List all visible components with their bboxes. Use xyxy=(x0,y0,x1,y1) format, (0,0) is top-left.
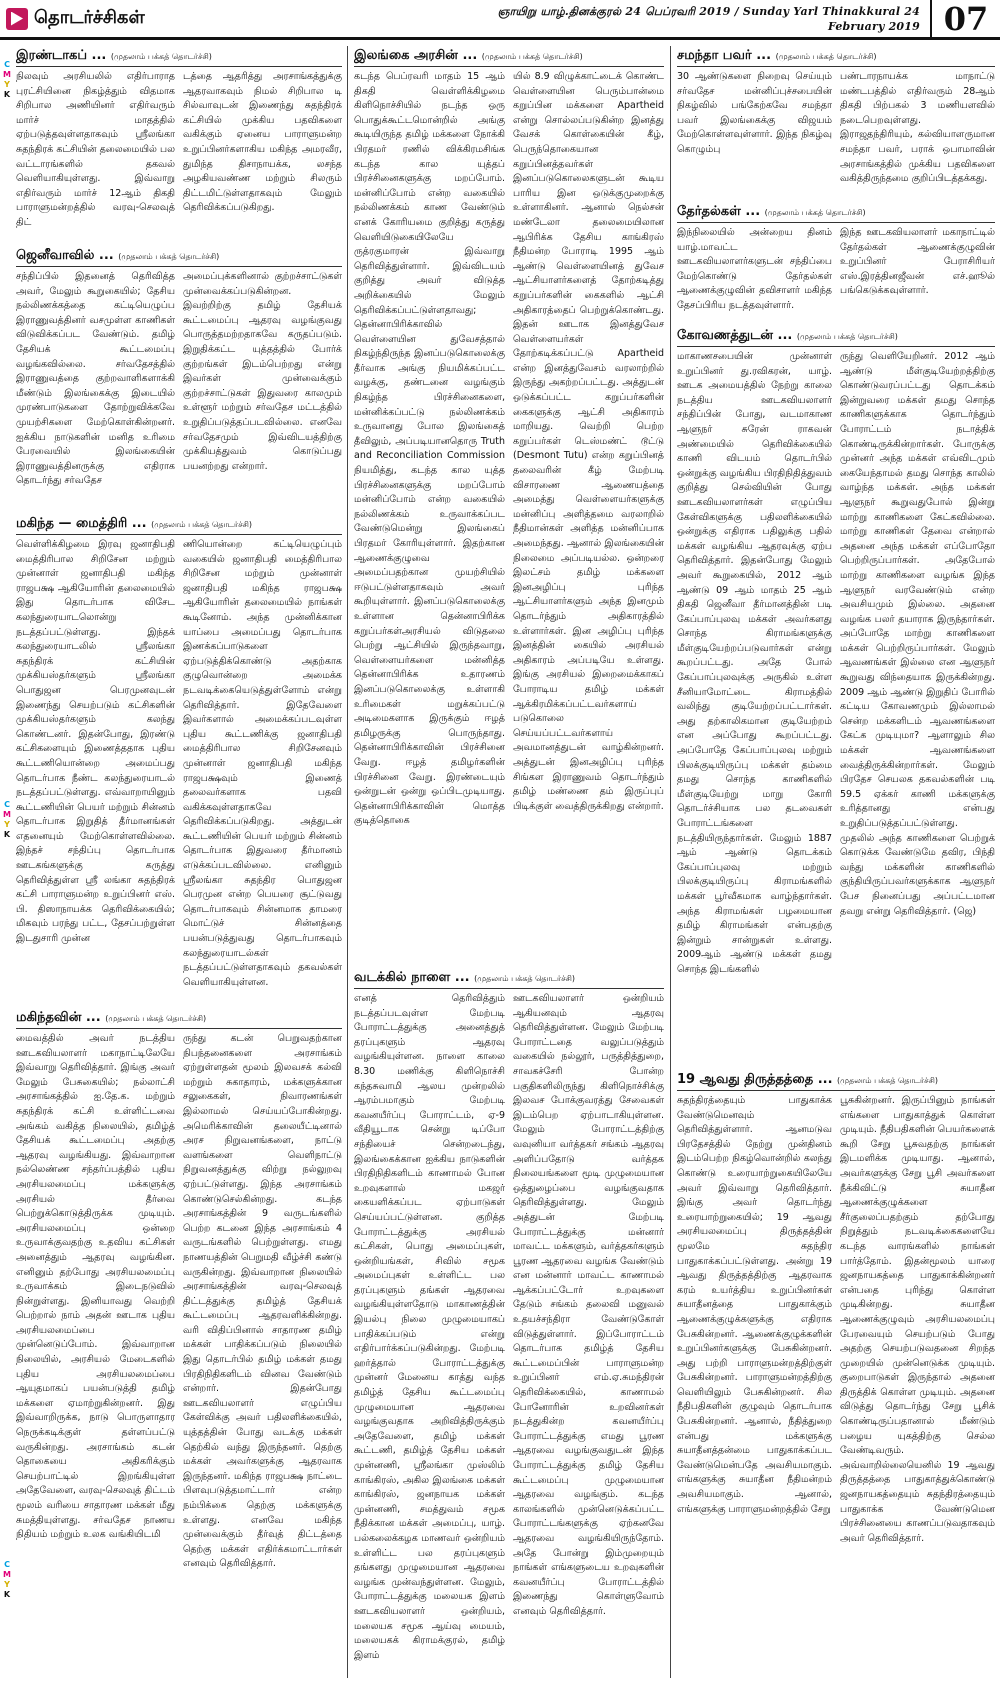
cmyk-y: Y xyxy=(4,1580,10,1589)
cmyk-y: Y xyxy=(4,820,10,829)
article-geneva xyxy=(16,248,342,506)
article-text-col-2: அமைப்புக்களினால் குற்றச்சாட்டுகள் முன்வைக்கப்படுகின்றன. இவற்றிற்கு தமிழ் தேசியக் கூட்டமைப்பு ஆதரவு வழங்குவது பொருத்தமற்றதாகவே கருதப்படும். இறுதிக்கட்ட யுத்தத்தில் போர்க் குற்றங்கள் இடம்பெற்றது என்று இவர்கள் முன்வைக்கும் குற்றச்சாட்டுகள் இதுவரை காலமும் உள்ளூர் மற்றும் சர்வதேச மட்டத்தில் உறுதிப்படுத்தப்படவில்லை. எனவே சர்வதேசமும் இவ்விடயத்திற்கு முக்கியத்துவம் கொடுப்பது பயனற்றது என்றார். xyxy=(183,271,342,472)
article-headline: சமந்தா பவர் ... (முதலாம் பக்கத் தொடர்ச்சி) xyxy=(677,48,995,67)
article-text-col-2: பண்டாரநாயக்க மாநாட்டு மண்டபத்தில் எதிர்வரும் 28ஆம் திகதி பிற்பகல் 3 மணியளவில் நடைபெறவுள்ளது. இராஜதந்திரியும், கல்வியாளருமான சமந்தா பவர், பராக் ஒபாமாவின் அரசாங்கத்தில் முக்கிய பதவிகளை வகித்திருந்தமை குறிப்பிடத்தக்கது. xyxy=(840,71,995,185)
article-headline: மகிந்த — மைத்திரி ... (முதலாம் பக்கத் தொடர்ச்சி) xyxy=(16,516,342,535)
article-therthalkal xyxy=(677,204,995,320)
article-text-col-2: ருந்து வெளியேறினர். 2012 ஆம் ஆண்டு மீள்குடியேற்றத்திற்கு கொண்டுவரப்பட்டது தொடக்கம் இன்றுவரை மக்கள் தமது சொந்த காணிகளுக்காக தொடர்ந்தும் போராட்டம் நடாத்திக் கொண்டிருக்கின்றார்கள். போருக்கு முன்னர் அந்த மக்கள் எவ்விடமும் கையேந்தாமல் தமது சொந்த காலில் வாழ்ந்த மக்கள். அந்த மக்கள் ஆளுநர் கூறுவதுபோல் இன்று மாற்று காணிகளை கேட்கவில்லை. மாற்று காணிகள் தேவை என்றால் அதனை அந்த மக்கள் எப்போதோ பெற்றிருப்பார்கள். அதேபோல் மாற்று காணிகளை வழங்க இந்த ஆளுநர் வரவேண்டும் என்ற அவசியமும் இல்லை. அதனை வழங்க பலர் தயாராக இருந்தார்கள். அப்போதே மாற்று காணிகளை மக்கள் பெற்றிருப்பார்கள். மேலும் ஆவணங்கள் இல்லை என ஆளுநர் கூறுவது விந்தையாக இருக்கின்றது. 2009 ஆம் ஆண்டு இறுதிப் போரில் கட்டிய கோவணமும் இல்லாமல் சென்ற மக்களிடம் ஆவணங்களை கேட்க முடியுமா? ஆளாலும் சில மக்கள் ஆவணங்களை வைத்திருக்கின்றார்கள். மேலும் பிரதேச செயலக தகவல்களின் படி 59.5 ஏக்கர் காணி மக்களுக்கு உரித்தானது என்பது உறுதிப்படுத்தப்பட்டுள்ளது. முதலில் அந்த காணிகளை பெற்றுக் கொடுக்க வேண்டுமே தவிர, பிந்தி வந்து மக்களின் காணிகளில் குந்தியிருப்பவர்களுக்காக ஆளுநர் பேச நினைப்பது அப்பட்டமான தவறு என்று தெரிவித்தார். (ஜெ) xyxy=(840,351,995,917)
cmyk-m: M xyxy=(3,1570,11,1579)
article-headline: 19 ஆவது திருத்தத்தை ... (முதலாம் பக்கத் தொடர்ச்சி) xyxy=(677,1072,995,1091)
newspaper-logo-icon xyxy=(6,8,28,30)
color-registration-bar xyxy=(2,1560,12,1600)
article-headline: இலங்கை அரசின் ... (முதலாம் பக்கத் தொடர்ச்சி) xyxy=(354,48,664,67)
masthead xyxy=(0,0,1000,40)
date-line: ஞாயிறு யாழ்.தினக்குரல் 24 பெப்ரவரி 2019 / Sunday Yarl Thinakkural 24 February 2019 xyxy=(497,4,920,33)
article-headline: தேர்தல்கள் ... (முதலாம் பக்கத் தொடர்ச்சி) xyxy=(677,204,995,223)
article-text-col-1: மைவத்தில் அவர் நடத்திய ஊடகவியலாளர் மகாநாட்டிலேயே இவ்வாறு தெரிவித்தார். இங்கு அவர் மேலும் பேசுகையில்; நல்லாட்சி அரசாங்கத்தில் ஐ.தே.க. மற்றும் சுதந்திரக் கட்சி உள்ளிட்டவை அங்கம் வகித்த நிலையில், தமிழ்த் தேசியக் கூட்டமைப்பு அதற்கு ஆதரவு வழங்கியது. இவ்வாறான நல்லெண்ண சந்தர்ப்பத்தில் புதிய அரசியலமைப்பு மக்களுக்கு அரசியல் தீர்வை பெற்றுக்கொடுத்திருக்க முடியும். அரசியலமைப்பு ஒன்றை உருவாக்குவதற்கு உதவிய கட்சிகள் அனைத்தும் ஆதரவு வழங்கின. எனினும் தற்போது அரசியலமைப்பு உருவாக்கம் இடைநடுவில் நின்றுள்ளது. இனியாவது வெற்றி பெற்றால் நாம் அதன் ஊடாக புதிய அரசியலமைப்பை முன்னெடுப்போம். இவ்வாறான நிலையில், அரசியல் மேடைகளில் புதிய அரசியலமைப்பை ஆயுதமாகப் பயன்படுத்தி தமிழ் மக்களை ஏமாற்றுகின்றனர். இது இவ்வாறிருக்க, நாடு பொருளாதார நெருக்கடிக்குள் தள்ளப்பட்டு வருகின்றது. அரசாங்கம் கடன் தொகையை அதிகரிக்கும் செயற்பாட்டில் இறங்கியுள்ள அதேவேளை, வரவு-செலவுத் திட்டம் மூலம் வரியை சாதாரண மக்கள் மீது சுமத்தியுள்ளது. சர்வதேச நாணய நிதியம் மற்றும் உலக வங்கியிடமி xyxy=(16,1033,175,1541)
article-text-col-2: பூசுகின்றனர். இருப்பினும் நாங்கள் எங்களை பாதுகாத்துக் கொள்ள முடியும். நீதிபதிகளின் பெயர்களைக் கூறி சேறு பூசுவதற்கு நாங்கள் இடமளிக்க முடியாது. ஆனால், அவர்களுக்கு சேறு பூசி அவர்களை நீக்கிவிட்டு சுயாதீன ஆணைக்குழுக்களை சீர்குலைப்பதற்கும் தற்போது நிறுத்தும் நடவடிக்கைகளையே கடந்த வாரங்களில் நாங்கள் பார்த்தோம். இதன்மூலம் யாரை ஜனநாயகத்தை பாதுகாக்கின்றனர் என்பதை புரிந்து கொள்ள முடிகின்றது. சுயாதீன ஆணைக்குழுவும் அரசியலமைப்பு பேரவையும் செயற்படும் போது அதற்கு செயற்படுவதனை சிறந்த முறையில் முன்னெடுக்க முடியும். குறைபாடுகள் இருந்தால் அதனை திருத்திக் கொள்ள முடியும். அதனை விடுத்து தொடர்ந்து சேறு பூசிக் கொண்டிருப்பதானால் மீண்டும் பழைய யுகத்திற்கு செல்ல வேண்டிவரும். அவ்வாறில்லையெனில் 19 ஆவது திருத்தத்தை பாதுகாத்துக்கொண்டு ஜனநாயகத்தையும் சுதந்திரத்தையும் பாதுகாக்க வேண்டுமென பிரச்சினையை காணப்படுவதாகவும் அவர் தெரிவித்தார். xyxy=(840,1095,995,1544)
article-ilankai-arasin xyxy=(354,48,664,960)
article-text-col-1: கடந்த பெப்ரவரி மாதம் 15 ஆம் திகதி வெள்ளிக்கிழமை கிளிநொச்சியில் நடந்த ஒரு பொதுக்கூட்டமொன்றில் அங்கு கூடியிருந்த தமிழ் மக்களை நோக்கி பிரதமர் ரணில் விக்கிரமசிங்க கடந்த கால யுத்தப் பிரச்சினைகளுக்கு மறப்போம். மன்னிப்போம் என்ற வகையில் நல்லிணக்கம் காண வேண்டும் எனக் கோரியமை குறித்து கருத்து வெளியிடுகையிலேயே ருத்ரகுமாரன் இவ்வாறு தெரிவித்துள்ளார். இவ்விடயம் குறித்து அவர் விடுத்த அறிக்கையில் மேலும் தெரிவிக்கப்பட்டுள்ளதாவது; தென்னாபிரிக்காவில் வெள்ளையின துவேசத்தால் நிகழ்ந்திருந்த இனப்படுகொலைக்கு தீர்வாக அங்கு நியமிக்கப்பட்ட வழக்கு, தண்டனை வழங்கும் நிகழ்ந்த பிரச்சினைகளை, மன்னிக்கப்பட்டு நல்லிணக்கம் உருவானது போல இலங்கைத் தீவிலும், அப்படியானதொரு Truth and Reconciliation Commission நியமித்து, கடந்த கால யுத்த பிரச்சினைகளுக்கு மறப்போம் மன்னிப்போம் என்ற வகையில் நல்லிணக்கம் உருவாக்கப்பட வேண்டுமென்று இலங்கைப் பிரதமர் கோரியுள்ளார். இதற்கான ஆணைக்குழுவை அமைப்பதற்கான முயற்சியில் ஈடுபட்டுள்ளதாகவும் அவர் கூறியுள்ளார். இனப்படுகொலைக்கு உள்ளான தென்னாபிரிக்க கறுப்பர்கள்அரசியல் விடுதலை பெற்று ஆட்சியில் இருந்தவாறு, வெள்ளையர்களை மன்னித்த தென்னாபிரிக்க உதாரணம் இனப்படுகொலைக்கு உள்ளாகி உரிமைகள் மறுக்கப்பட்டு அடிமைகளாக இருக்கும் ஈழத் தமிழருக்கு பொருந்தாது. தென்னாபிரிக்காவின் பிரச்சினை வேறு. ஈழத் தமிழர்களின் பிரச்சினை வேறு. இரண்டையும் ஒன்றுடன் ஒன்று ஒப்பிடமுடியாது. தென்னாபிரிக்காவின் மொத்த குடித்தொகை xyxy=(354,71,505,827)
article-mahinda-maithri xyxy=(16,516,342,1000)
article-samantha-power xyxy=(677,48,995,196)
article-text-col-1: 30 ஆண்டுகளை நிறைவு செய்யும் சர்வதேச மன்னிப்புச்சபையின் நிகழ்வில் பங்கேற்கவே சமந்தா பவர் இலங்கைக்கு விஜயம் மேற்கொள்ளவுள்ளார். இந்த நிகழ்வு கொழும்பு xyxy=(677,71,832,155)
cmyk-k: K xyxy=(3,830,11,839)
cmyk-k: K xyxy=(3,1590,11,1599)
article-text-col-1: வெள்ளிக்கிழமை இரவு ஜனாதிபதி மைத்திரிபால சிறிசேன மற்றும் முன்னாள் ஜனாதிபதி மகிந்த ராஜபக்ஷ ஆகியோரின் தலைமையில் இது தொடர்பாக விசேட கலந்துரையாடலொன்று நடத்தப்பட்டுள்ளது. இந்தக் கலந்துரையாடலில் ஸ்ரீலங்கா சுதந்திரக் கட்சியின் முக்கியஸ்தர்களும் ஸ்ரீலங்கா பொதுஜன பெரமுனவுடன் இணைந்து செயற்படும் கட்சிகளின் முக்கியஸ்தர்களும் கலந்து கொண்டனர். இதன்போது, இரண்டு கட்சிகளையும் இணைத்ததாக புதிய கூட்டணியொன்றை அமைப்பது தொடர்பாக நீண்ட கலந்துரையாடல் நடத்தப்பட்டுள்ளது. எவ்வாறாயினும் கூட்டணியின் பெயர் மற்றும் சின்னம் தொடர்பாக இறுதித் தீர்மானங்கள் எதனையும் மேற்கொள்ளவில்லை. இந்தச் சந்திப்பு தொடர்பாக ஊடகங்களுக்கு கருத்து தெரிவித்துள்ள ஸ்ரீ லங்கா சுதந்திரக் கட்சி பாராளுமன்ற உறுப்பினர் எஸ். பி. திஸாநாயக்க தெரிவிக்கையில்; மிகவும் பரந்து பட்ட, தேசப்பற்றுள்ள இடதுசாரி முன்ன xyxy=(16,539,175,945)
article-text-col-2: இந்த ஊடகவியலாளர் மகாநாட்டில் தேர்தல்கள் ஆணைக்குழுவின் உறுப்பினர் பேராசிரியர் எஸ்.இரத்தினஜீவன் எச்.ஹூல் பங்கெடுக்கவுள்ளார். xyxy=(840,227,995,297)
article-headline: ஜெனீவாவில் ... (முதலாம் பக்கத் தொடர்ச்சி) xyxy=(16,248,342,267)
column-divider xyxy=(347,46,348,1678)
cmyk-c: C xyxy=(4,1560,10,1569)
article-vadakkil-naalai xyxy=(354,970,664,1678)
article-text-col-2: ருந்து கடன் பெறுவதற்கான நிபந்தனைகளை அரசாங்கம் ஏற்றுள்ளதன் மூலம் இலவசக் கல்வி மற்றும் சுகாதாரம், மக்களுக்கான சலுகைகள், நிவாரணங்கள் இல்லாமல் செய்யப்போகின்றது. அமெரிக்காவின் தலையீட்டினால் அரச நிறுவனங்களை, நாட்டு வளங்களை வெளிநாட்டு நிறுவனத்துக்கு விற்று நல்லுறவு ஏற்பட்டுள்ளது. இந்த அரசாங்கம் கொண்டுசெல்கின்றது. கடந்த அரசாங்கத்தின் 9 வருடங்களில் பெற்ற கடனை இந்த அரசாங்கம் 4 வருடங்களில் பெற்றுள்ளது. எமது நாணயத்தின் பெறுமதி வீழ்ச்சி கண்டு வருகின்றது. இவ்வாறான நிலையில் அரசாங்கத்தின் வரவு-செலவுத் திட்டத்துக்கு தமிழ்த் தேசியக் கூட்டமைப்பு ஆதரவளிக்கின்றது. வரி விதிப்பினால் சாதாரண தமிழ் மக்கள் பாதிக்கப்படும் நிலையில் இது தொடர்பில் தமிழ் மக்கள் தமது பிரதிநிதிகளிடம் வினவ வேண்டும் என்றார். இதன்போது ஊடகவியலாளர் எழுப்பிய கேள்விக்கு அவர் பதிலளிக்கையில், யுத்தத்தின் போது வடக்கு மக்கள் தெற்கில் வந்து இருந்தனர். தெற்கு மக்கள் அவர்களுக்கு ஆதரவாக இருந்தனர். மகிந்த ராஜபக்ஷ நாட்டை பிளவுபடுத்தமாட்டார் என்ற நம்பிக்கை தெற்கு மக்களுக்கு உள்ளது. எனவே மகிந்த முன்வைக்கும் தீர்வுத் திட்டத்தை தெற்கு மக்கள் எதிர்க்கமாட்டார்கள் எனவும் தெரிவித்தார். xyxy=(183,1033,342,1570)
article-text-col-1: சுதந்திரத்தையும் பாதுகாக்க வேண்டுமெனவும் தெரிவித்துள்ளார். ஆனமடுவ பிரதேசத்தில் நேற்று முன்தினம் இடம்பெற்ற நிகழ்வொன்றில் கலந்து கொண்டு உரையாற்றுகையிலேயே அவர் இவ்வாறு தெரிவித்தார். இங்கு அவர் தொடர்ந்து உரையாற்றுகையில்; 19 ஆவது அரசியலமைப்பு திருத்தத்தின் மூலமே சுதந்திர பாதுகாக்கப்பட்டுள்ளது. அன்று 19 ஆவது திருத்தத்திற்கு ஆதரவாக கரம் உயர்த்திய உறுப்பினர்கள் சுயாதீனத்தை பாதுகாக்கும் ஆணைக்குழுக்களுக்கு எதிராக பேசுகின்றனர். ஆணைக்குழுக்களின் உறுப்பினர்களுக்கு பேசுகின்றனர். அது பற்றி பாராளுமன்றத்திற்குள் பேசுகின்றனர். பாராளுமன்றத்திற்கு வெளியிலும் பேசுகின்றனர். சில நீதிபதிகளின் குழுவும் தொடர்பாக பேசுகின்றனர். ஆனால், நீதித்துறை என்பது மக்களுக்கு சுயாதீனத்தன்மை பாதுகாக்கப்பட வேண்டுமென்பதே அவசியமாகும். எங்களுக்கு சுயாதீன நீதிமன்றம் அவசியமாகும். ஆனால், எங்களுக்கு பாராளுமன்றத்தில் சேறு xyxy=(677,1095,832,1515)
article-text-col-1: இந்நிலையில் அன்றைய தினம் யாழ்.மாவட்ட ஊடகவியலாளர்களுடன் சந்திப்பை மேற்கொண்டு தேர்தல்கள் ஆணைக்குழுவின் தவிசாளர் மகிந்த தேசப்பிரிய நடத்தவுள்ளார். xyxy=(677,227,832,311)
article-headline: இரண்டாகப் ... (முதலாம் பக்கத் தொடர்ச்சி) xyxy=(16,48,342,67)
article-headline: வடக்கில் நாளை ... (முதலாம் பக்கத் தொடர்ச்சி) xyxy=(354,970,664,989)
cmyk-m: M xyxy=(3,810,11,819)
page-number: 07 xyxy=(930,0,1000,38)
article-text-col-1: மாகாணசபையின் முன்னாள் உறுப்பினர் து.ரவிகரன், யாழ். ஊடக அமையத்தில் நேற்று காலை நடத்திய ஊடகவியலாளர் சந்திப்பின் போது, வடமாகாண ஆளுநர் சுரேன் ராகவன் அண்மையில் தெரிவிக்கையில் காணி விடயம் தொடர்பில் ஒன்றுக்கு வழங்கிய பிரதிநிதித்துவம் குறித்து செல்வியின் போது ஊடகவியலாளர்கள் எழுப்பிய கேள்விகளுக்கு பதிலளிக்கையில் ஒன்றுக்கு எதிராக பதிலுக்கு பதில் மக்கள் வழங்கிய ஆதரவுக்கு ஏற்ப தெரிவித்தார். இதன்போது மேலும் அவர் கூறுகையில், 2012 ஆம் ஆண்டு 09 ஆம் மாதம் 25 ஆம் திகதி ஜெனீவா தீர்மானத்தின் படி கேப்பாப்புலவு மக்கள் அவர்களது சொந்த கிராமங்களுக்கு மீள்குடியேற்றப்படுவார்கள் என்று கூறப்பட்டது. அதே போல் கேப்பாப்புலவுக்கு அருகில் உள்ள சீனியாமோட்டை கிராமத்தில் வலிந்து குடியேற்றப்பட்டார்கள். அது தற்காலிகமான குடியேற்றம் என அப்போது கூறப்பட்டது. அப்போதே கேப்பாப்புலவு மற்றும் பிலக்குடியிருப்பு மக்கள் தம்மை தமது சொந்த காணிகளில் மீள்குடியேற்று மாறு கோரி தொடர்ச்சியாக பல தடவைகள் போராட்டங்களை நடத்தியிருந்தார்கள். மேலும் 1887 ஆம் ஆண்டு தொடக்கம் கேப்பாப்புலவு மற்றும் பிலக்குடியிருப்பு கிராமங்களில் மக்கள் பூர்வீகமாக வாழ்ந்தார்கள். அந்த கிராமங்கள் பழமையான தமிழ் கிராமங்கள் என்பதற்கு இன்றும் சான்றுகள் உள்ளது. 2009ஆம் ஆண்டு மக்கள் தமது சொந்த இடங்களில் xyxy=(677,351,832,975)
article-text-col-1: எனத் தெரிவித்தும் நடத்தப்படவுள்ள மேற்படி போராட்டத்துக்கு அனைத்துத் தரப்புகளும் ஆதரவு வழங்கியுள்ளன. நாளை காலை 8.30 மணிக்கு கிளிநொச்சி கந்தசுவாமி ஆலய முன்றலில் ஆரம்பமாகும் மேற்படி கவனயீர்ப்பு போராட்டம், ஏ-9 வீதியூடாக சென்று டிப்போ சந்தியைச் சென்றடைந்து, இலங்கைக்கான ஐக்கிய நாடுகளின் பிரதிநிதிகளிடம் காணாமல் போன உறவுகளால் மகஜர் கையளிக்கப்பட ஏற்பாடுகள் செய்யப்பட்டுள்ளன. குறித்த போராட்டத்துக்கு அரசியல் கட்சிகள், பொது அமைப்புகள், ஒன்றியங்கள், சிவில் சமூக அமைப்புகள் உள்ளிட்ட பல தரப்புகளும் தங்கள் ஆதரவை வழங்கியுள்ளதோடு மாகாணத்தின் இயல்பு நிலை முழுமையாகப் பாதிக்கப்படும் என்று எதிர்பார்க்கப்படுகின்றது. மேற்படி ஹர்த்தால் போராட்டத்துக்கு முன்னர் மேனைய காத்து வந்த தமிழ்த் தேசிய கூட்டமைப்பு முழுமையான ஆதரவை வழங்குவதாக அறிவித்திருக்கும் அதேவேளை, தமிழ் மக்கள் கூட்டணி, தமிழ்த் தேசிய மக்கள் முன்னணி, ஸ்ரீலங்கா முஸ்லிம் காங்கிரஸ், அகில இலங்கை மக்கள் காங்கிரஸ், ஜனநாயக மக்கள் முன்னணி, சமத்துவம் சமூக நீதிக்கான மக்கள் அமைப்பு, யாழ். பல்கலைக்கழக மாணவர் ஒன்றியம் உள்ளிட்ட பல தரப்புகளும் தங்களது முழுமையான ஆதரவை வழங்க முன்வந்துள்ளன. மேலும், போராட்டத்துக்கு மலையக இளம் ஊடகவியலாளர் ஒன்றியம், மலையக சமூக ஆய்வு மையம், மலையகக் கிராமக்குரல், தமிழ் இளம் xyxy=(354,993,505,1661)
article-text-col-1: நிலவும் அரசியலில் எதிர்பாராத புரட்சியினை நிகழ்த்தும் விதமாக சிறிபால அணியினர் எதிர்வரும் மார்ச் மாதத்தில் ஏற்படுத்தவுள்ளதாகவும் ஸ்ரீலங்கா சுதந்திரக் கட்சியின் தலைமையில் பல வட்டாரங்களில் தகவல் வெளியாகியுள்ளது. இவ்வாறு எதிர்வரும் மார்ச் 12ஆம் திகதி பாராளுமன்றத்தில் வரவு-செலவுத் திட் xyxy=(16,71,175,228)
cmyk-k: K xyxy=(3,90,11,99)
article-kovanathudan xyxy=(677,328,995,1064)
column-divider xyxy=(670,46,671,1678)
article-19th-amendment xyxy=(677,1072,995,1678)
article-text-col-1: சந்திப்பில் இதனைத் தெரிவித்த அவர், மேலும் கூறுகையில்; தேசிய நல்லிணக்கத்தை கட்டியெழுப்ப இராணுவத்தினர் வசமுள்ள காணிகள் விடுவிக்கப்பட வேண்டும். தமிழ் தேசியக் கூட்டமைப்பு வழங்கவில்லை. சர்வதேசத்தில் இராணுவத்தை குற்றவாளிகளாக்கி மீண்டும் இலங்கைக்கு இடையில் முரண்பாடுகளை தோற்றுவிக்கவே முயற்சிகளை மேற்கொள்கின்றனர். ஐக்கிய நாடுகளின் மனித உரிமை பேரவையில் இலங்கையின் இராணுவத்தினருக்கு எதிராக தொடர்ந்து சர்வதேச xyxy=(16,271,175,487)
color-registration-bar xyxy=(2,60,12,100)
article-text-col-2: டத்தை ஆதரித்து அரசாங்கத்துக்கு ஆதரவாகவும் நிமல் சிறிபால டி சில்வாவுடன் இணைந்து சுதந்திரக் கட்சியில் முக்கிய பதவிகளை வகிக்கும் ஏனைய பாராளுமன்ற உறுப்பினர்களாகிய மகிந்த அமரவீர, துமிந்த திசாநாயக்க, லசந்த அழகியவண்ண மற்றும் சிலரும் திட்டமிட்டுள்ளதாகவும் மேலும் தெரிவிக்கப்படுகிறது. xyxy=(183,71,342,214)
cmyk-c: C xyxy=(4,60,10,69)
article-headline: கோவணத்துடன் ... (முதலாம் பக்கத் தொடர்ச்சி) xyxy=(677,328,995,347)
section-title: தொடர்ச்சிகள் xyxy=(34,7,145,28)
cmyk-c: C xyxy=(4,800,10,809)
article-headline: மகிந்தவின் ... (முதலாம் பக்கத் தொடர்ச்சி) xyxy=(16,1010,342,1029)
cmyk-y: Y xyxy=(4,80,10,89)
cmyk-m: M xyxy=(3,70,11,79)
article-text-col-2: ஊடகவியலாளர் ஒன்றியம் ஆகியனவும் ஆதரவு தெரிவித்துள்ளன. மேலும் மேற்படி போராட்டதை வலுப்படுத்தும் வகையில் நல்லூர், பருத்தித்துறை, சாவகச்சேரி போன்ற பகுதிகளிலிருந்து கிளிநொச்சிக்கு இலவச போக்குவரத்து சேவைகள் இடம்பெற ஏற்பாடாகியுள்ளன. மேலும் போராட்டத்திற்கு வவுனியா வர்த்தகர் சங்கம் ஆதரவு அளிப்பதோடு வர்த்தக நிலையங்களை மூடி முழுமையான ஒத்துழைப்பை வழங்குவதாக தெரிவித்துள்ளது. மேலும் அத்துடன் மேற்படி போராட்டத்துக்கு மன்னார் மாவட்ட மக்களும், வர்த்தகர்களும் பூரண ஆதரவை வழங்க வேண்டும் என மன்னார் மாவட்ட காணாமல் ஆக்கப்பட்டோர் உறவுகளை தேடும் சங்கம் தலைவி மனுவல் உதயச்சந்திரா வேண்டுகோள் விடுத்துள்ளார். இப்போராட்டம் தொடர்பாக தமிழ்த் தேசிய கூட்டமைப்பின் பாராளுமன்ற உறுப்பினர் எம்.ஏ.சுமந்திரன் தெரிவிக்கையில், காணாமல் போனோரின் உறவினர்கள் நடத்துகின்ற கவனயீர்ப்பு போராட்டத்துக்கு எமது பூரண ஆதரவை வழங்குவதுடன் இந்த போராட்டத்துக்கு தமிழ் தேசிய கூட்டமைப்பு முழுமையான ஆதரவை வழங்கும். கடந்த காலங்களில் முன்னெடுக்கப்பட்ட போராட்டங்களுக்கு ஏற்கனவே ஆதரவை வழங்கியிருந்தோம். அதே போன்று இம்முறையும் நாங்கள் எங்களுடைய உறவுகளின் கவனயீர்ப்பு போராட்டத்தில் இணைந்து கொள்ளுவோம் எனவும் தெரிவித்தார். xyxy=(513,993,664,1617)
article-text-col-2: ணியொன்றை கட்டியெழுப்பும் வகையில் ஜனாதிபதி மைத்திரிபால சிறிசேன மற்றும் முன்னாள் ஜனாதிபதி மகிந்த ராஜபக்ஷ ஆகியோரின் தலைமையில் நாங்கள் கூடினோம். அந்த முன்னிக்கான யாப்பை அமைப்பது தொடர்பாக இணக்கப்பாடுகளை ஏற்படுத்திக்கொண்டு அதற்காக குழுவொன்றை அமைக்க நடவடிக்கையெடுத்துள்ளோம் என்று தெரிவித்தார். இதேவேளை இவர்களால் அமைக்கப்படவுள்ள புதிய கூட்டணிக்கு ஜனாதிபதி மைத்திரிபால சிறிசேனவும் முன்னாள் ஜனாதிபதி மகிந்த ராஜபக்ஷவும் இணைத் தலைவர்களாக பதவி வகிக்கவுள்ளதாகவே தெரிவிக்கப்படுகிறது. அத்துடன் கூட்டணியின் பெயர் மற்றும் சின்னம் தொடர்பாக இதுவரை தீர்மானம் எடுக்கப்படவில்லை. எனினும் ஸ்ரீலங்கா சுதந்திர பொதுஜன பெரமுன என்ற பெயரை சூட்டுவது தொடர்பாகவும் சின்னமாக தாமரை மொட்டுச் சின்னத்தை பயன்படுத்துவது தொடர்பாகவும் கலந்துரையாடல்கள் நடத்தப்பட்டுள்ளதாகவும் தகவல்கள் வெளியாகியுள்ளன. xyxy=(183,539,342,988)
color-registration-bar xyxy=(2,800,12,840)
article-irandaga xyxy=(16,48,342,238)
article-mahindavin xyxy=(16,1010,342,1678)
article-text-col-2: யில் 8.9 விழுக்காட்டைக் கொண்ட வெள்ளையின பெரும்பான்மை கறுப்பின மக்களை Apartheid என்று சொல்லப்படுகின்ற இனத்து வேசக் கொள்கையின் கீழ், பெருந்தொகையான கறுப்பினத்தவர்கள் இனப்படுகொலைகளுடன் கூடிய பாரிய இன ஒடுக்குமுறைக்கு உள்ளாகினர். ஆனால் நெல்சன் மண்டேலா தலைமையிலான ஆபிரிக்க தேசிய காங்கிரஸ் நீதிமன்ற போராடி 1995 ஆம் ஆண்டு வெள்ளையினத் துவேச ஆட்சியாளர்களைத் தோற்கடித்து கறுப்பர்களின் கைகளில் ஆட்சி அதிகாரத்தைப் பெற்றுக்கொண்டது. இதன் ஊடாக இனத்துவேச வெள்ளையர்கள் தோற்கடிக்கப்பட்டு Apartheid என்ற இனத்துவேசம் வரலாற்றில் இருந்து அகற்றப்பட்டது. அத்துடன் ஒடுக்கப்பட்ட கறுப்பர்களின் கைகளுக்கு ஆட்சி அதிகாரம் மாறியது. வெற்றி பெற்ற கறுப்பர்கள் டெஸ்மண்ட் டூட்டு (Desmont Tutu) என்ற கறுப்பினத் தலைவரின் கீழ் மேற்படி விசாரணை ஆணையத்தை அமைத்து வெள்ளையர்களுக்கு மன்னிப்பு அளித்தமை வரலாறில் நீதிமான்கள் அளித்த மன்னிப்பாக அமைந்தது. ஆனால் இலங்கையின் நிலைமை அப்படியல்ல. ஒன்றரை இலட்சம் தமிழ் மக்களை இனஅழிப்பு புரிந்த ஆட்சியாளர்களும் அந்த இனமும் தொடர்ந்தும் அதிகாரத்தில் உள்ளார்கள். இன அழிப்பு புரிந்த இனத்தின் கையில் அரசியல் அதிகாரம் அப்படியே உள்ளது. இங்கு அரசியல் இறைமைக்காகப் போராடிய தமிழ் மக்கள் ஆக்கிரமிக்கப்பட்டவர்களாய் படுகொலை செய்யப்பட்டவர்களாய் அவமானத்துடன் வாழ்கின்றனர். அத்துடன் இனஅழிப்பு புரிந்த சிங்கள இராணுவம் தொடர்ந்தும் தமிழ் மண்ணை தம் இருப்புப் பிடிக்குள் வைத்திருக்கிறது என்றார். xyxy=(513,71,664,812)
